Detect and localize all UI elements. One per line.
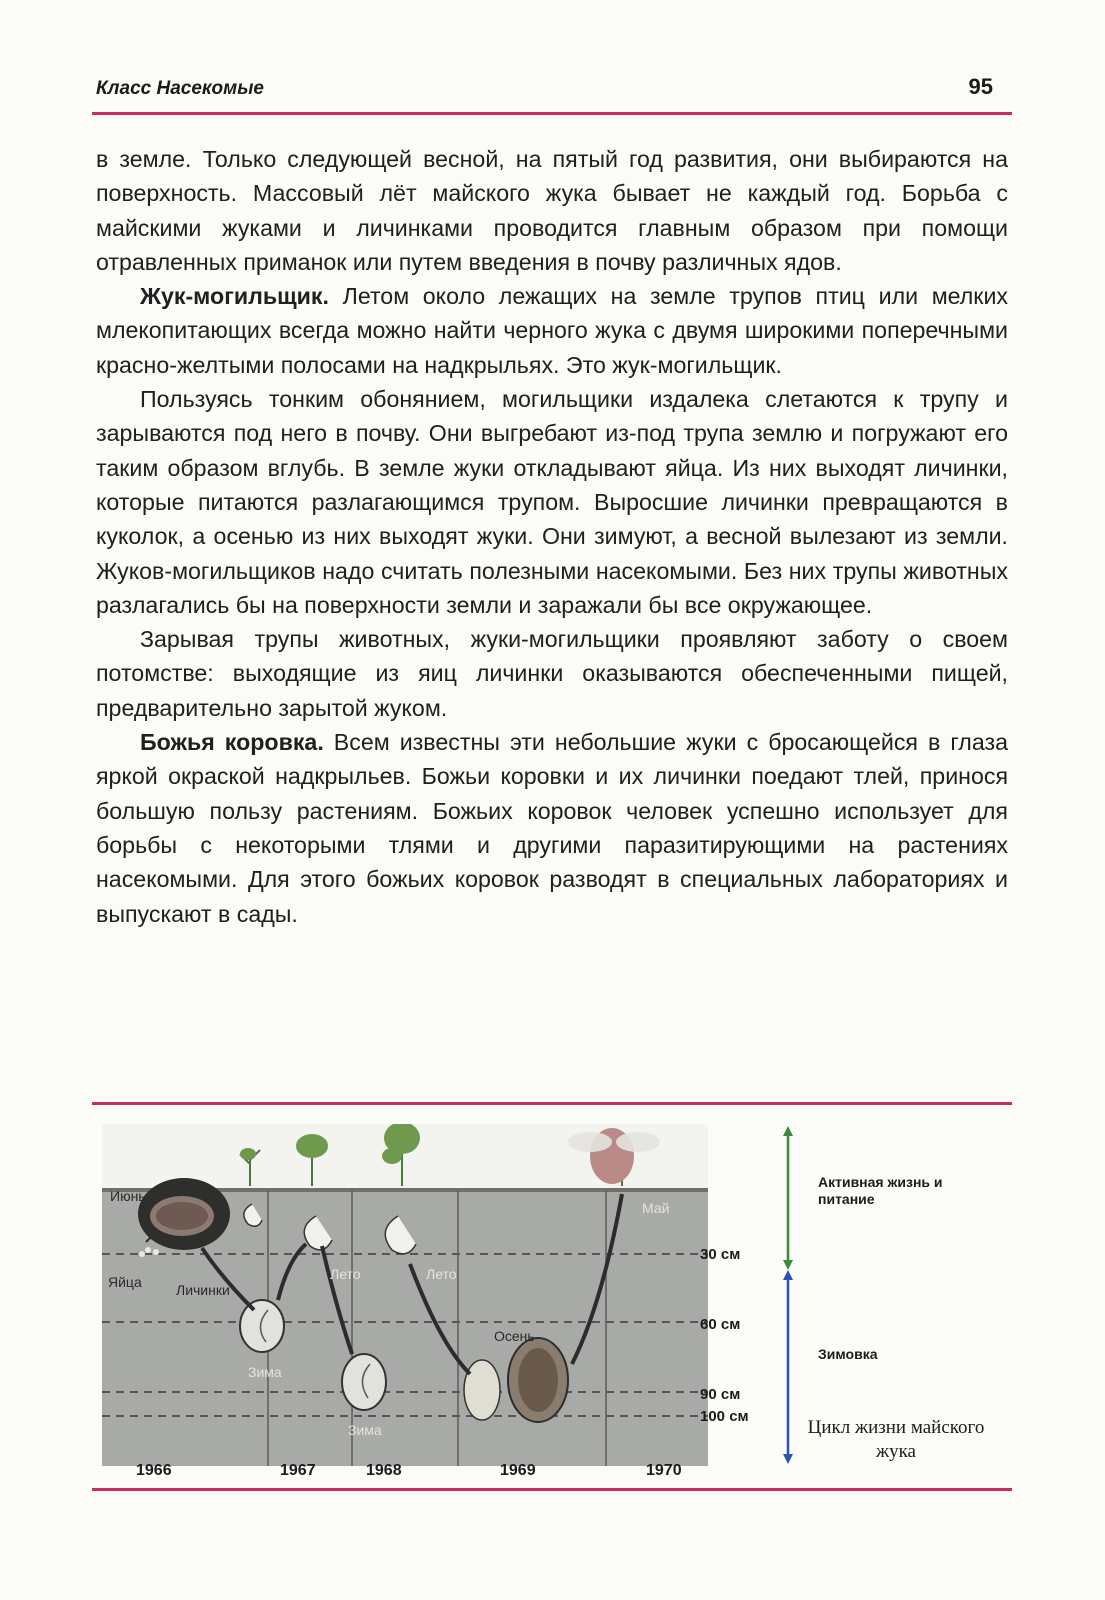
paragraph <box>96 622 1008 725</box>
label-larvae: Личинки <box>176 1282 230 1298</box>
label-autumn: Осень <box>494 1328 535 1344</box>
legend-arrows <box>778 1124 798 1464</box>
legend-active-life: Активная жизнь и питание <box>818 1174 943 1207</box>
page-number: 95 <box>968 74 993 99</box>
soil-cross-section-diagram <box>102 1124 708 1466</box>
figure-top-rule <box>92 1102 1012 1105</box>
figure-bottom-rule <box>92 1488 1012 1491</box>
paragraph <box>96 725 1008 931</box>
year-1966: 1966 <box>136 1462 172 1479</box>
paragraph-heading-ladybug: Божья коровка. <box>140 729 324 756</box>
label-summer-1967: Лето <box>330 1266 361 1282</box>
year-1970: 1970 <box>646 1462 682 1479</box>
depth-30cm: 30 см <box>700 1246 741 1263</box>
year-1969: 1969 <box>500 1462 536 1479</box>
depth-90cm: 90 см <box>700 1386 741 1403</box>
body-text <box>96 142 1008 931</box>
year-1968: 1968 <box>366 1462 402 1479</box>
paragraph-text: в земле. Только следующей весной, на пятый год развития, они выбираются на поверхность. Массовый лёт майского жука бывает не каждый год. Борьба с майскими жуками и личинками проводится главным образом при помощи отравленных приманок или путем введения в почву различных ядов. <box>96 146 1008 275</box>
paragraph-text: Всем известны эти небольшие жуки с бросающейся в глаза яркой окраской надкрыльев. Божьи коровки и их личинки поедают тлей, принося большую пользу растениям. Божьих коровок человек успешно использует для борьбы с некоторыми тлями и другими паразитирующими на растениях насекомыми. Для этого божьих коровок разводят в специальных лабораториях и выпускают в сады. <box>96 729 1008 927</box>
legend-wintering: Зимовка <box>818 1346 878 1362</box>
paragraph <box>96 279 1008 382</box>
label-eggs: Яйца <box>108 1274 142 1290</box>
depth-60cm: 60 см <box>700 1316 741 1333</box>
paragraph-heading-burying-beetle: Жук-могильщик. <box>140 283 329 310</box>
depth-100cm: 100 см <box>700 1408 749 1425</box>
paragraph <box>96 142 1008 279</box>
header-rule <box>92 112 1012 115</box>
running-header-section: Класс Насекомые <box>96 78 264 99</box>
paragraph-text: Пользуясь тонким обонянием, могильщики издалека слетаются к трупу и зарываются под него в почву. Они выгребают из-под трупа землю и погружают его таким образом вглубь. В земле жуки откладывают яйца. Из них выходят личинки, которые питаются разлагающимся трупом. Выросшие личинки превращаются в куколок, а осенью из них выходят жуки. Они зимуют, а весной вылезают из земли. Жуков-могильщиков надо считать полезными насекомыми. Без них трупы животных разлагались бы на поверхности земли и заражали бы все окружающее. <box>96 386 1008 618</box>
label-winter-1967: Зима <box>248 1364 282 1380</box>
figure-caption: Цикл жизни майского жука <box>807 1417 985 1462</box>
year-1967: 1967 <box>280 1462 316 1479</box>
label-june: Июнь <box>110 1188 146 1204</box>
paragraph-text: Зарывая трупы животных, жуки-могильщики проявляют заботу о своем потомстве: выходящие из яиц личинки оказываются обеспеченными пищей, предварительно зарытой жуком. <box>96 626 1008 721</box>
paragraph <box>96 382 1008 622</box>
paragraph-text: Летом около лежащих на земле трупов птиц или мелких млекопитающих всегда можно найти черного жука с двумя широкими поперечными красно-желтыми полосами на надкрыльях. Это жук-могильщик. <box>96 283 1008 378</box>
label-winter-1968: Зима <box>348 1422 382 1438</box>
label-may: Май <box>642 1200 670 1216</box>
label-summer-1968: Лето <box>426 1266 457 1282</box>
